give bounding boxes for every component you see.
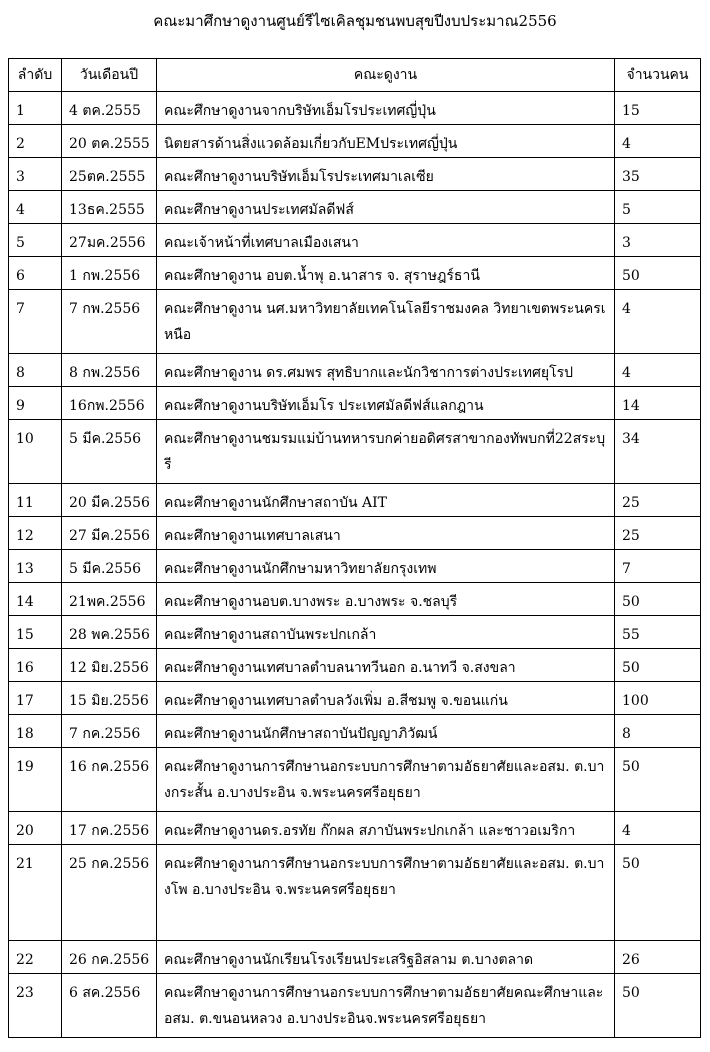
table-row xyxy=(9,845,701,941)
cell-group: คณะศึกษาดูงานจากบริษัทเอ็มโรประเทศญี่ปุ่น xyxy=(157,92,615,125)
cell-group: คณะศึกษาดูงานการศึกษานอกระบบการศึกษาตามอัธยาศัยและอสม. ต.บางโพ อ.บางประอิน จ.พระนครศรีอยุธยา xyxy=(157,845,615,941)
table-row xyxy=(9,191,701,224)
cell-no: 23 xyxy=(9,974,62,1038)
page-title: คณะมาศึกษาดูงานศูนย์รีไซเคิลชุมชนพบสุขปีงบประมาณ2556 xyxy=(153,12,557,30)
cell-group: คณะศึกษาดูงานนักเรียนโรงเรียนประเสริฐอิสลาม ต.บางตลาด xyxy=(157,941,615,974)
table-row xyxy=(9,420,701,484)
cell-group: คณะศึกษาดูงานการศึกษานอกระบบการศึกษาตามอัธยาศัยและอสม. ต.บางกระสั้น อ.บางประอิน จ.พระนครศรีอยุธยา xyxy=(157,748,615,812)
column-header-count: จำนวนคน xyxy=(615,59,701,92)
cell-group: คณะศึกษาดูงานอบต.บางพระ อ.บางพระ จ.ชลบุรี xyxy=(157,583,615,616)
cell-date: 16กพ.2556 xyxy=(62,387,157,420)
cell-no: 10 xyxy=(9,420,62,484)
cell-no: 19 xyxy=(9,748,62,812)
cell-date: 17 กค.2556 xyxy=(62,812,157,845)
cell-no: 2 xyxy=(9,125,62,158)
table-row xyxy=(9,224,701,257)
cell-group: คณะศึกษาดูงานการศึกษานอกระบบการศึกษาตามอัธยาศัยคณะศึกษาและอสม. ต.ขนอนหลวง อ.บางประอินจ.พระนครศรีอยุธยา xyxy=(157,974,615,1038)
cell-group: คณะศึกษาดูงานเทศบาลตำบลวังเพิ่ม อ.สีชมพู จ.ขอนแก่น xyxy=(157,682,615,715)
cell-group: คณะศึกษาดูงาน นศ.มหาวิทยาลัยเทคโนโลยีราชมงคล วิทยาเขตพระนครเหนือ xyxy=(157,290,615,354)
cell-date: 5 มีค.2556 xyxy=(62,420,157,484)
table-row xyxy=(9,92,701,125)
cell-count: 50 xyxy=(615,649,701,682)
cell-date: 26 กค.2556 xyxy=(62,941,157,974)
cell-no: 20 xyxy=(9,812,62,845)
table-row xyxy=(9,290,701,354)
cell-no: 6 xyxy=(9,257,62,290)
table-row xyxy=(9,812,701,845)
cell-count: 26 xyxy=(615,941,701,974)
table-row xyxy=(9,715,701,748)
cell-group: คณะศึกษาดูงานบริษัทเอ็มโรประเทศมาเลเซีย xyxy=(157,158,615,191)
cell-date: 8 กพ.2556 xyxy=(62,354,157,387)
table-row xyxy=(9,158,701,191)
cell-count: 34 xyxy=(615,420,701,484)
cell-count: 3 xyxy=(615,224,701,257)
table-row xyxy=(9,682,701,715)
cell-no: 5 xyxy=(9,224,62,257)
column-header-group: คณะดูงาน xyxy=(157,59,615,92)
cell-count: 4 xyxy=(615,125,701,158)
cell-count: 4 xyxy=(615,812,701,845)
cell-count: 15 xyxy=(615,92,701,125)
cell-group: นิตยสารด้านสิ่งแวดล้อมเกี่ยวกับEMประเทศญี่ปุ่น xyxy=(157,125,615,158)
cell-date: 6 สค.2556 xyxy=(62,974,157,1038)
table-row xyxy=(9,941,701,974)
table-row xyxy=(9,974,701,1038)
cell-no: 17 xyxy=(9,682,62,715)
cell-group: คณะศึกษาดูงาน ดร.ศมพร สุทธิบากและนักวิชาการต่างประเทศยุโรป xyxy=(157,354,615,387)
cell-count: 35 xyxy=(615,158,701,191)
cell-date: 27 มีค.2556 xyxy=(62,517,157,550)
cell-group: คณะศึกษาดูงานนักศึกษาสถาบัน AIT xyxy=(157,484,615,517)
cell-no: 3 xyxy=(9,158,62,191)
cell-no: 13 xyxy=(9,550,62,583)
cell-no: 15 xyxy=(9,616,62,649)
cell-no: 8 xyxy=(9,354,62,387)
cell-date: 25ตค.2555 xyxy=(62,158,157,191)
cell-no: 14 xyxy=(9,583,62,616)
cell-count: 25 xyxy=(615,517,701,550)
cell-count: 14 xyxy=(615,387,701,420)
cell-group: คณะศึกษาดูงานเทศบาลตำบลนาทวีนอก อ.นาทวี จ.สงขลา xyxy=(157,649,615,682)
cell-no: 21 xyxy=(9,845,62,941)
cell-count: 5 xyxy=(615,191,701,224)
table-row xyxy=(9,387,701,420)
cell-count: 8 xyxy=(615,715,701,748)
cell-group: คณะศึกษาดูงานนักศึกษาสถาบันปัญญาภิวัฒน์ xyxy=(157,715,615,748)
cell-no: 7 xyxy=(9,290,62,354)
cell-count: 50 xyxy=(615,583,701,616)
cell-count: 4 xyxy=(615,354,701,387)
cell-date: 13ธค.2555 xyxy=(62,191,157,224)
table-row xyxy=(9,748,701,812)
cell-count: 7 xyxy=(615,550,701,583)
cell-group: คณะศึกษาดูงานบริษัทเอ็มโร ประเทศมัลดีฟส์แลกฎาน xyxy=(157,387,615,420)
visits-table xyxy=(8,58,701,1038)
table-row xyxy=(9,649,701,682)
column-header-date: วันเดือนปี xyxy=(62,59,157,92)
cell-date: 21พค.2556 xyxy=(62,583,157,616)
cell-no: 1 xyxy=(9,92,62,125)
table-header-row xyxy=(9,59,701,92)
cell-group: คณะศึกษาดูงานชมรมแม่บ้านทหารบกค่ายอดิศรสาขากองทัพบกที่22สระบุรี xyxy=(157,420,615,484)
cell-date: 12 มิย.2556 xyxy=(62,649,157,682)
table-row xyxy=(9,517,701,550)
table-row xyxy=(9,354,701,387)
cell-date: 20 มีค.2556 xyxy=(62,484,157,517)
cell-no: 18 xyxy=(9,715,62,748)
cell-no: 4 xyxy=(9,191,62,224)
cell-count: 50 xyxy=(615,845,701,941)
table-row xyxy=(9,257,701,290)
cell-date: 25 กค.2556 xyxy=(62,845,157,941)
cell-no: 9 xyxy=(9,387,62,420)
cell-count: 50 xyxy=(615,974,701,1038)
cell-no: 11 xyxy=(9,484,62,517)
cell-group: คณะศึกษาดูงานนักศึกษามหาวิทยาลัยกรุงเทพ xyxy=(157,550,615,583)
table-row xyxy=(9,125,701,158)
cell-group: คณะศึกษาดูงานประเทศมัลดีฟส์ xyxy=(157,191,615,224)
cell-date: 1 กพ.2556 xyxy=(62,257,157,290)
cell-date: 7 กพ.2556 xyxy=(62,290,157,354)
table-row xyxy=(9,484,701,517)
table-row xyxy=(9,616,701,649)
table-row xyxy=(9,550,701,583)
table-row xyxy=(9,583,701,616)
cell-count: 100 xyxy=(615,682,701,715)
cell-count: 50 xyxy=(615,748,701,812)
cell-group: คณะศึกษาดูงาน อบต.น้ำพุ อ.นาสาร จ. สุราษฎร์ธานี xyxy=(157,257,615,290)
cell-date: 28 พค.2556 xyxy=(62,616,157,649)
cell-count: 50 xyxy=(615,257,701,290)
cell-date: 16 กค.2556 xyxy=(62,748,157,812)
cell-count: 4 xyxy=(615,290,701,354)
cell-group: คณะเจ้าหน้าที่เทศบาลเมืองเสนา xyxy=(157,224,615,257)
cell-date: 27มค.2556 xyxy=(62,224,157,257)
cell-count: 25 xyxy=(615,484,701,517)
cell-group: คณะศึกษาดูงานเทศบาลเสนา xyxy=(157,517,615,550)
cell-no: 22 xyxy=(9,941,62,974)
cell-count: 55 xyxy=(615,616,701,649)
cell-date: 5 มีค.2556 xyxy=(62,550,157,583)
cell-group: คณะศึกษาดูงานดร.อรทัย ก๊กผล สภาบันพระปกเกล้า และชาวอเมริกา xyxy=(157,812,615,845)
cell-date: 4 ตค.2555 xyxy=(62,92,157,125)
column-header-no: ลำดับ xyxy=(9,59,62,92)
cell-group: คณะศึกษาดูงานสถาบันพระปกเกล้า xyxy=(157,616,615,649)
cell-date: 7 กค.2556 xyxy=(62,715,157,748)
cell-no: 12 xyxy=(9,517,62,550)
cell-date: 15 มิย.2556 xyxy=(62,682,157,715)
cell-no: 16 xyxy=(9,649,62,682)
cell-date: 20 ตค.2555 xyxy=(62,125,157,158)
